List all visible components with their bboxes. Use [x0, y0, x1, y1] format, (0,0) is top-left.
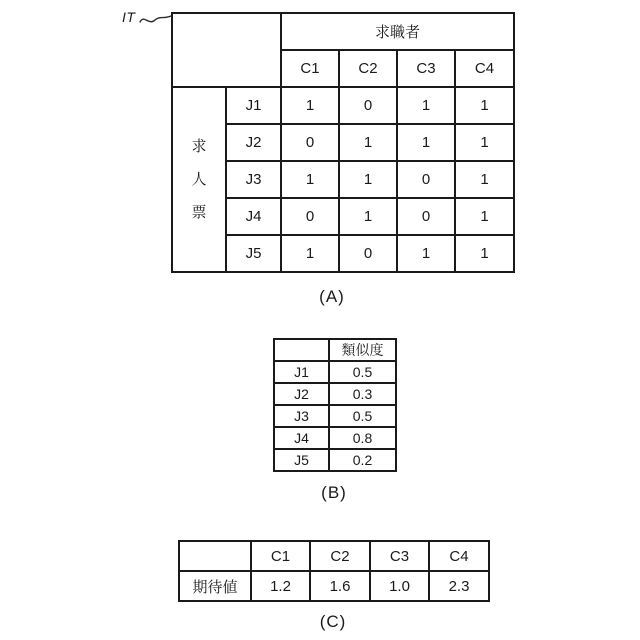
squiggle-leader-line	[139, 13, 173, 27]
value-cell: 1.0	[370, 571, 429, 601]
matrix-cell: 1	[339, 124, 397, 161]
table-row	[274, 449, 396, 471]
matrix-cell: 1	[339, 161, 397, 198]
col-header: C2	[339, 50, 397, 87]
value-header: 類似度	[329, 339, 396, 361]
row-label: J5	[226, 235, 281, 272]
matrix-cell: 1	[455, 124, 514, 161]
row-label: J1	[226, 87, 281, 124]
row-label: J4	[274, 427, 329, 449]
value-cell: 0.5	[329, 405, 396, 427]
corner-empty-cell	[172, 13, 281, 87]
matrix-cell: 0	[339, 235, 397, 272]
row-label: J1	[274, 361, 329, 383]
caption-b: (B)	[321, 483, 347, 502]
matrix-cell: 1	[397, 87, 455, 124]
table-row	[274, 405, 396, 427]
value-cell: 0.2	[329, 449, 396, 471]
matrix-cell: 1	[281, 87, 339, 124]
col-group-header: 求職者	[281, 13, 514, 50]
matrix-cell: 1	[455, 87, 514, 124]
col-header: C1	[281, 50, 339, 87]
matrix-table-a	[171, 12, 515, 273]
empty-cell	[179, 541, 251, 571]
matrix-cell: 0	[339, 87, 397, 124]
row-group-header-cell	[172, 87, 226, 272]
expected-value-table-c	[178, 540, 490, 602]
row-label: J3	[274, 405, 329, 427]
table-row	[179, 571, 489, 601]
matrix-cell: 1	[455, 161, 514, 198]
col-header: C3	[370, 541, 429, 571]
row-label: J5	[274, 449, 329, 471]
table-row	[274, 383, 396, 405]
row-group-header: 求人票	[191, 138, 207, 221]
table-row	[274, 361, 396, 383]
reference-label: IT	[122, 9, 136, 25]
empty-cell	[274, 339, 329, 361]
col-header: C2	[310, 541, 370, 571]
col-header: C4	[429, 541, 489, 571]
matrix-cell: 0	[281, 124, 339, 161]
row-label: J2	[226, 124, 281, 161]
row-label: J4	[226, 198, 281, 235]
row-label: J2	[274, 383, 329, 405]
table-row	[172, 87, 514, 124]
value-cell: 2.3	[429, 571, 489, 601]
row-header: 期待値	[179, 571, 251, 601]
matrix-cell: 1	[455, 198, 514, 235]
matrix-cell: 0	[281, 198, 339, 235]
matrix-cell: 0	[397, 161, 455, 198]
matrix-cell: 1	[281, 235, 339, 272]
row-label: J3	[226, 161, 281, 198]
matrix-cell: 1	[455, 235, 514, 272]
matrix-cell: 1	[397, 235, 455, 272]
col-header: C4	[455, 50, 514, 87]
table-row	[274, 427, 396, 449]
col-header: C1	[251, 541, 310, 571]
caption-c: (C)	[319, 612, 347, 631]
value-cell: 1.6	[310, 571, 370, 601]
value-cell: 1.2	[251, 571, 310, 601]
similarity-table-b	[273, 338, 397, 472]
col-header: C3	[397, 50, 455, 87]
matrix-cell: 0	[397, 198, 455, 235]
matrix-cell: 1	[397, 124, 455, 161]
caption-a: (A)	[319, 287, 345, 306]
matrix-cell: 1	[281, 161, 339, 198]
value-cell: 0.5	[329, 361, 396, 383]
value-cell: 0.3	[329, 383, 396, 405]
value-cell: 0.8	[329, 427, 396, 449]
matrix-cell: 1	[339, 198, 397, 235]
